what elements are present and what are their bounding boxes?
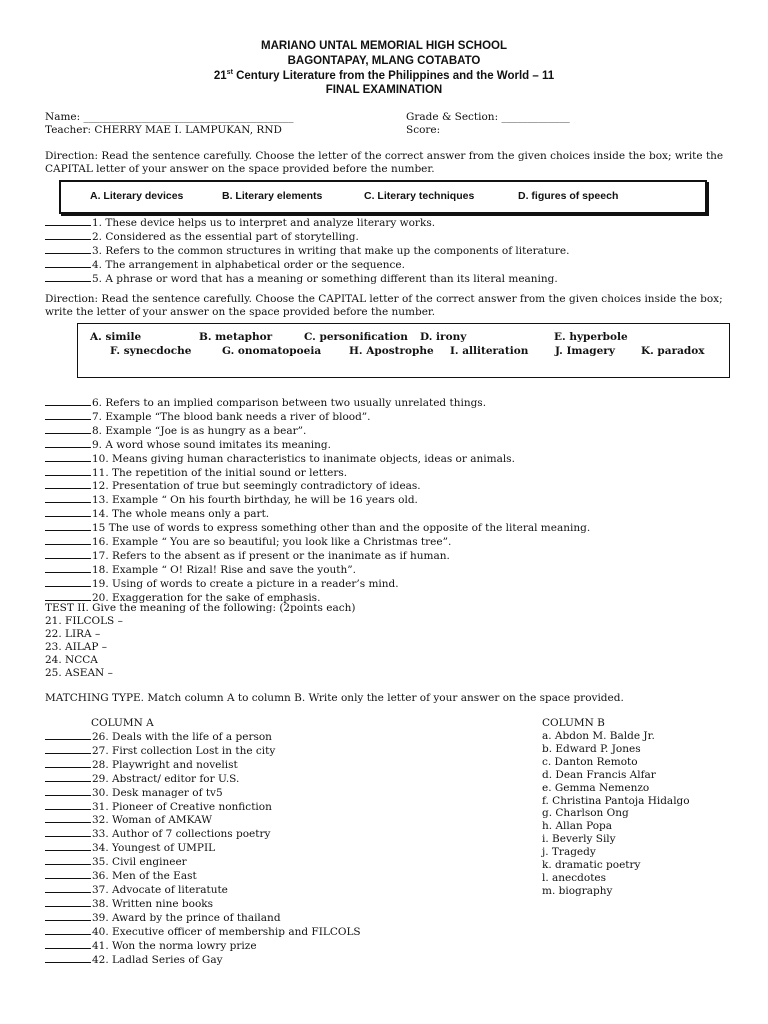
answer-blank[interactable] xyxy=(45,535,91,545)
choice-alliteration: I. alliteration xyxy=(450,345,529,357)
exam-title: FINAL EXAMINATION xyxy=(325,84,443,96)
answer-blank[interactable] xyxy=(45,772,91,782)
question-text: 19. Using of words to create a picture in a reader’s mind. xyxy=(92,577,399,590)
question-text: 4. The arrangement in alphabetical order or the sequence. xyxy=(92,258,405,271)
answer-blank[interactable] xyxy=(45,563,91,573)
matching-text: 35. Civil engineer xyxy=(92,856,187,869)
answer-blank[interactable] xyxy=(45,452,91,462)
question-item xyxy=(45,466,590,480)
question-item xyxy=(45,549,590,563)
test2-item: 23. AILAP – xyxy=(45,640,107,653)
matching-item xyxy=(45,883,361,897)
test2-item: 24. NCCA xyxy=(45,653,98,666)
matching-item xyxy=(45,897,361,911)
choice-personification: C. personification xyxy=(304,331,408,343)
test2-title: TEST II. Give the meaning of the following: (2points each) xyxy=(45,602,356,614)
matching-item xyxy=(45,758,361,772)
subject-title-number: 21 xyxy=(213,69,227,82)
column-b-item: a. Abdon M. Balde Jr. xyxy=(542,730,655,742)
question-item xyxy=(45,230,569,244)
test2-item: 21. FILCOLS – xyxy=(45,614,123,627)
matching-title: MATCHING TYPE. Match column A to column B. Write only the letter of your answer on the space provided. xyxy=(45,692,624,704)
answer-blank[interactable] xyxy=(45,883,91,893)
test1-direction: Direction: Read the sentence carefully. Choose the letter of the correct answer from the given choices inside the box; write the CAPITAL letter of your answer on the space provided before the number. xyxy=(45,150,724,175)
choice-onomatopoeia: G. onomatopoeia xyxy=(222,345,322,357)
matching-text: 36. Men of the East xyxy=(92,870,197,883)
question-text: 1. These device helps us to interpret and analyze literary works. xyxy=(92,217,436,229)
matching-item xyxy=(45,730,361,744)
choice-hyperbole: E. hyperbole xyxy=(554,331,628,343)
choice-apostrophe: H. Apostrophe xyxy=(349,345,434,357)
score-label: Score: xyxy=(406,124,441,136)
matching-item xyxy=(45,744,361,758)
answer-blank[interactable] xyxy=(45,410,91,420)
answer-blank[interactable] xyxy=(45,591,91,601)
answer-blank[interactable] xyxy=(45,925,91,935)
test1-items xyxy=(45,216,569,286)
answer-blank[interactable] xyxy=(45,897,91,907)
answer-blank[interactable] xyxy=(45,577,91,587)
test2-item: 25. ASEAN – xyxy=(45,666,113,679)
question-item xyxy=(45,521,590,535)
question-item xyxy=(45,563,590,577)
matching-item xyxy=(45,813,361,827)
answer-blank[interactable] xyxy=(45,272,91,282)
column-b-list xyxy=(542,730,690,898)
matching-text: 31. Pioneer of Creative nonfiction xyxy=(92,800,272,813)
answer-blank[interactable] xyxy=(45,230,91,240)
question-item xyxy=(45,507,590,521)
choice-paradox: K. paradox xyxy=(641,345,705,357)
test1b-items xyxy=(45,396,590,605)
answer-blank[interactable] xyxy=(45,479,91,489)
question-text: 17. Refers to the absent as if present or the inanimate as if human. xyxy=(92,549,450,562)
matching-item xyxy=(45,911,361,925)
answer-blank[interactable] xyxy=(45,841,91,851)
question-item xyxy=(45,438,590,452)
question-text: 3. Refers to the common structures in writing that make up the components of literature. xyxy=(92,244,570,257)
matching-text: 27. First collection Lost in the city xyxy=(92,744,276,757)
matching-item xyxy=(45,869,361,883)
question-text: 6. Refers to an implied comparison between two usually unrelated things. xyxy=(92,397,487,409)
column-a-list xyxy=(45,730,361,966)
question-text: 14. The whole means only a part. xyxy=(92,508,270,521)
grade-section-field[interactable]: Grade & Section: _____________ xyxy=(406,111,570,123)
question-text: 16. Example “ You are so beautiful; you look like a Christmas tree”. xyxy=(92,536,452,549)
column-b-item: f. Christina Pantoja Hidalgo xyxy=(542,794,690,807)
choice-d: D. figures of speech xyxy=(518,190,619,202)
choice-b: B. Literary elements xyxy=(222,190,323,202)
teacher-label: Teacher: CHERRY MAE I. LAMPUKAN, RND xyxy=(45,124,282,136)
answer-blank[interactable] xyxy=(45,855,91,865)
subject-title-text: Century Literature from the Philippines and the World – 11 xyxy=(232,69,555,82)
answer-blank[interactable] xyxy=(45,869,91,879)
matching-text: 34. Youngest of UMPIL xyxy=(92,842,216,855)
answer-blank[interactable] xyxy=(45,424,91,434)
choice-metaphor: B. metaphor xyxy=(199,331,273,343)
column-b-title: COLUMN B xyxy=(542,717,605,729)
question-item xyxy=(45,396,590,410)
matching-text: 33. Author of 7 collections poetry xyxy=(92,828,271,841)
answer-blank[interactable] xyxy=(45,216,91,226)
question-text: 2. Considered as the essential part of storytelling. xyxy=(92,230,359,243)
question-item xyxy=(45,244,569,258)
column-b-item: j. Tragedy xyxy=(542,846,596,859)
choice-simile: A. simile xyxy=(90,331,142,343)
column-b-item: m. biography xyxy=(542,884,613,897)
subject-title xyxy=(0,69,768,82)
choice-irony: D. irony xyxy=(420,331,467,343)
column-b-item: h. Allan Popa xyxy=(542,820,613,833)
matching-item xyxy=(45,939,361,953)
matching-text: 38. Written nine books xyxy=(92,897,214,910)
answer-blank[interactable] xyxy=(45,396,91,406)
matching-text: 39. Award by the prince of thailand xyxy=(92,911,281,924)
answer-blank[interactable] xyxy=(45,758,91,768)
matching-text: 41. Won the norma lowry prize xyxy=(92,939,257,952)
answer-blank[interactable] xyxy=(45,813,91,823)
answer-blank[interactable] xyxy=(45,827,91,837)
matching-text: 30. Desk manager of tv5 xyxy=(92,786,223,799)
name-field[interactable]: Name: ________________________________________ xyxy=(45,111,294,123)
subject-title-suffix: st xyxy=(226,69,233,76)
answer-blank[interactable] xyxy=(45,744,91,754)
column-b-item: c. Danton Remoto xyxy=(542,755,638,768)
matching-item xyxy=(45,855,361,869)
answer-blank[interactable] xyxy=(45,507,91,517)
question-text: 9. A word whose sound imitates its meaning. xyxy=(92,438,331,451)
question-item xyxy=(45,410,590,424)
choice-a: A. Literary devices xyxy=(90,190,184,202)
question-text: 12. Presentation of true but seemingly contradictory of ideas. xyxy=(92,480,421,493)
question-text: 18. Example “ O! Rizal! Rise and save the youth”. xyxy=(92,563,356,576)
column-b-item: k. dramatic poetry xyxy=(542,859,641,872)
column-b-item: g. Charlson Ong xyxy=(542,807,629,820)
answer-blank[interactable] xyxy=(45,730,91,740)
matching-text: 37. Advocate of literatute xyxy=(92,883,228,896)
answer-blank[interactable] xyxy=(45,911,91,921)
column-b-item: l. anecdotes xyxy=(542,871,607,884)
matching-item xyxy=(45,841,361,855)
question-text: 5. A phrase or word that has a meaning or something different than its literal meaning. xyxy=(92,272,558,285)
answer-blank[interactable] xyxy=(45,258,91,268)
question-item xyxy=(45,216,569,230)
test2-item: 22. LIRA – xyxy=(45,627,101,640)
answer-blank[interactable] xyxy=(45,953,91,963)
question-item xyxy=(45,258,569,272)
choice-synecdoche: F. synecdoche xyxy=(110,345,192,357)
matching-text: 26. Deals with the life of a person xyxy=(92,731,272,743)
matching-text: 29. Abstract/ editor for U.S. xyxy=(92,772,240,785)
matching-item xyxy=(45,786,361,800)
choice-imagery: J. Imagery xyxy=(555,345,615,357)
matching-item xyxy=(45,772,361,786)
answer-blank[interactable] xyxy=(45,244,91,254)
choice-c: C. Literary techniques xyxy=(364,190,475,202)
column-b-item: e. Gemma Nemenzo xyxy=(542,781,650,794)
question-item xyxy=(45,424,590,438)
answer-blank[interactable] xyxy=(45,493,91,503)
question-text: 11. The repetition of the initial sound or letters. xyxy=(92,466,348,479)
matching-text: 40. Executive officer of membership and FILCOLS xyxy=(92,925,361,938)
column-b-item: b. Edward P. Jones xyxy=(542,742,641,755)
matching-text: 42. Ladlad Series of Gay xyxy=(92,953,223,966)
matching-item xyxy=(45,953,361,967)
question-item xyxy=(45,479,590,493)
answer-blank[interactable] xyxy=(45,438,91,448)
question-text: 15 The use of words to express something other than and the opposite of the literal meaning. xyxy=(92,522,591,535)
school-address: BAGONTAPAY, MLANG COTABATO xyxy=(287,55,481,67)
question-text: 13. Example “ On his fourth birthday, he will be 16 years old. xyxy=(92,494,418,507)
question-item xyxy=(45,535,590,549)
column-b-item: i. Beverly Sily xyxy=(542,833,616,846)
column-a-title: COLUMN A xyxy=(91,717,154,729)
answer-blank[interactable] xyxy=(45,549,91,559)
question-text: 8. Example “Joe is as hungry as a bear”. xyxy=(92,424,307,437)
matching-item xyxy=(45,827,361,841)
matching-text: 32. Woman of AMKAW xyxy=(92,814,213,827)
matching-text: 28. Playwright and novelist xyxy=(92,758,238,771)
answer-blank[interactable] xyxy=(45,939,91,949)
answer-blank[interactable] xyxy=(45,800,91,810)
question-item xyxy=(45,577,590,591)
column-b-item: d. Dean Francis Alfar xyxy=(542,768,656,781)
question-item xyxy=(45,272,569,286)
test1b-direction: Direction: Read the sentence carefully. Choose the CAPITAL letter of the correct answer from the given choices inside the box; write the letter of your answer on the space provided before the number. xyxy=(45,293,723,318)
answer-blank[interactable] xyxy=(45,786,91,796)
answer-blank[interactable] xyxy=(45,521,91,531)
question-text: 7. Example “The blood bank needs a river of blood”. xyxy=(92,410,371,423)
school-name: MARIANO UNTAL MEMORIAL HIGH SCHOOL xyxy=(261,40,507,52)
question-text: 10. Means giving human characteristics to inanimate objects, ideas or animals. xyxy=(92,452,515,465)
question-item xyxy=(45,493,590,507)
answer-blank[interactable] xyxy=(45,466,91,476)
matching-item xyxy=(45,925,361,939)
test2-section xyxy=(45,602,355,679)
matching-item xyxy=(45,800,361,814)
question-text: 20. Exaggeration for the sake of emphasis. xyxy=(92,591,321,604)
question-item xyxy=(45,452,590,466)
